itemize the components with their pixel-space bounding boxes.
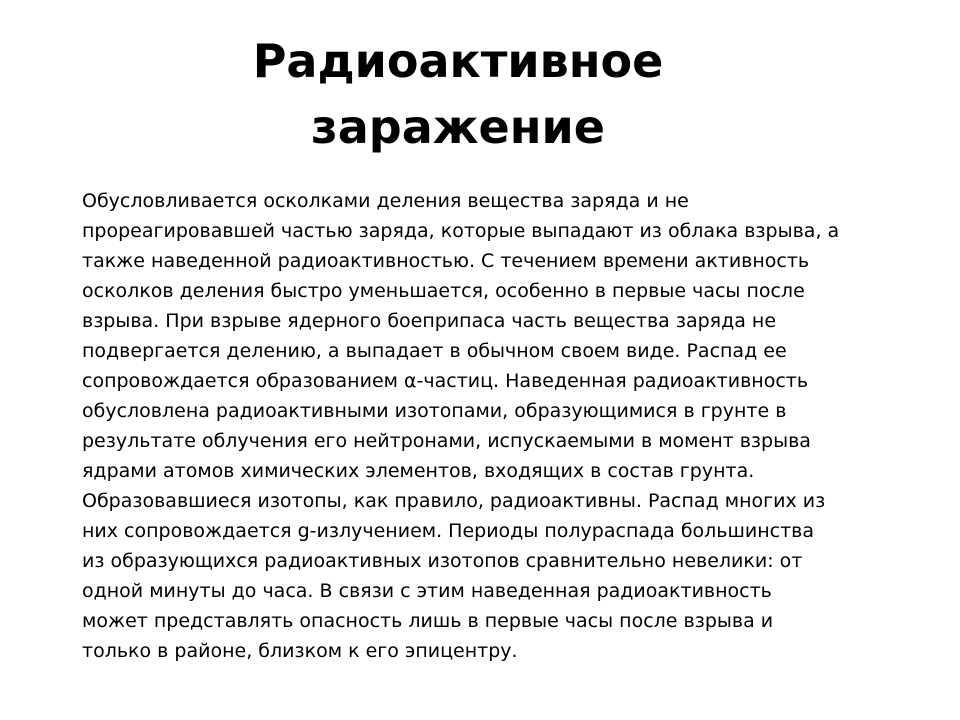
body-line: может представлять опасность лишь в первые часы после взрыва и (82, 610, 774, 632)
slide-title-line-1: Радиоактивное (252, 34, 664, 88)
body-line: прореагировавшей частью заряда, которые выпадают из облака взрыва, а (82, 220, 840, 242)
body-line: подвергается делению, а выпадает в обычном своем виде. Распад ее (82, 340, 787, 362)
slide-title (0, 28, 916, 160)
body-line: взрыва. При взрыве ядерного боеприпаса часть вещества заряда не (82, 310, 777, 332)
body-line: Обусловливается осколками деления вещества заряда и не (82, 190, 689, 212)
body-line: также наведенной радиоактивностью. С течением времени активность (82, 250, 810, 272)
body-line: сопровождается образованием α-частиц. Наведенная радиоактивность (82, 370, 809, 392)
slide-title-line-2: заражение (311, 100, 605, 154)
body-line: осколков деления быстро уменьшается, особенно в первые часы после (82, 280, 805, 302)
body-line: одной минуты до часа. В связи с этим наведенная радиоактивность (82, 580, 772, 602)
body-line: Образовавшиеся изотопы, как правило, радиоактивны. Распад многих из (82, 490, 826, 512)
body-line: из образующихся радиоактивных изотопов сравнительно невелики: от (82, 550, 803, 572)
body-line: только в районе, близком к его эпицентру. (82, 640, 518, 662)
body-line: результате облучения его нейтронами, испускаемыми в момент взрыва (82, 430, 811, 452)
body-line: обусловлена радиоактивными изотопами, образующимися в грунте в (82, 400, 787, 422)
body-line: них сопровождается g-излучением. Периоды полураспада большинства (82, 520, 815, 542)
slide-body-text (82, 186, 862, 666)
body-line: ядрами атомов химических элементов, входящих в состав грунта. (82, 460, 755, 482)
